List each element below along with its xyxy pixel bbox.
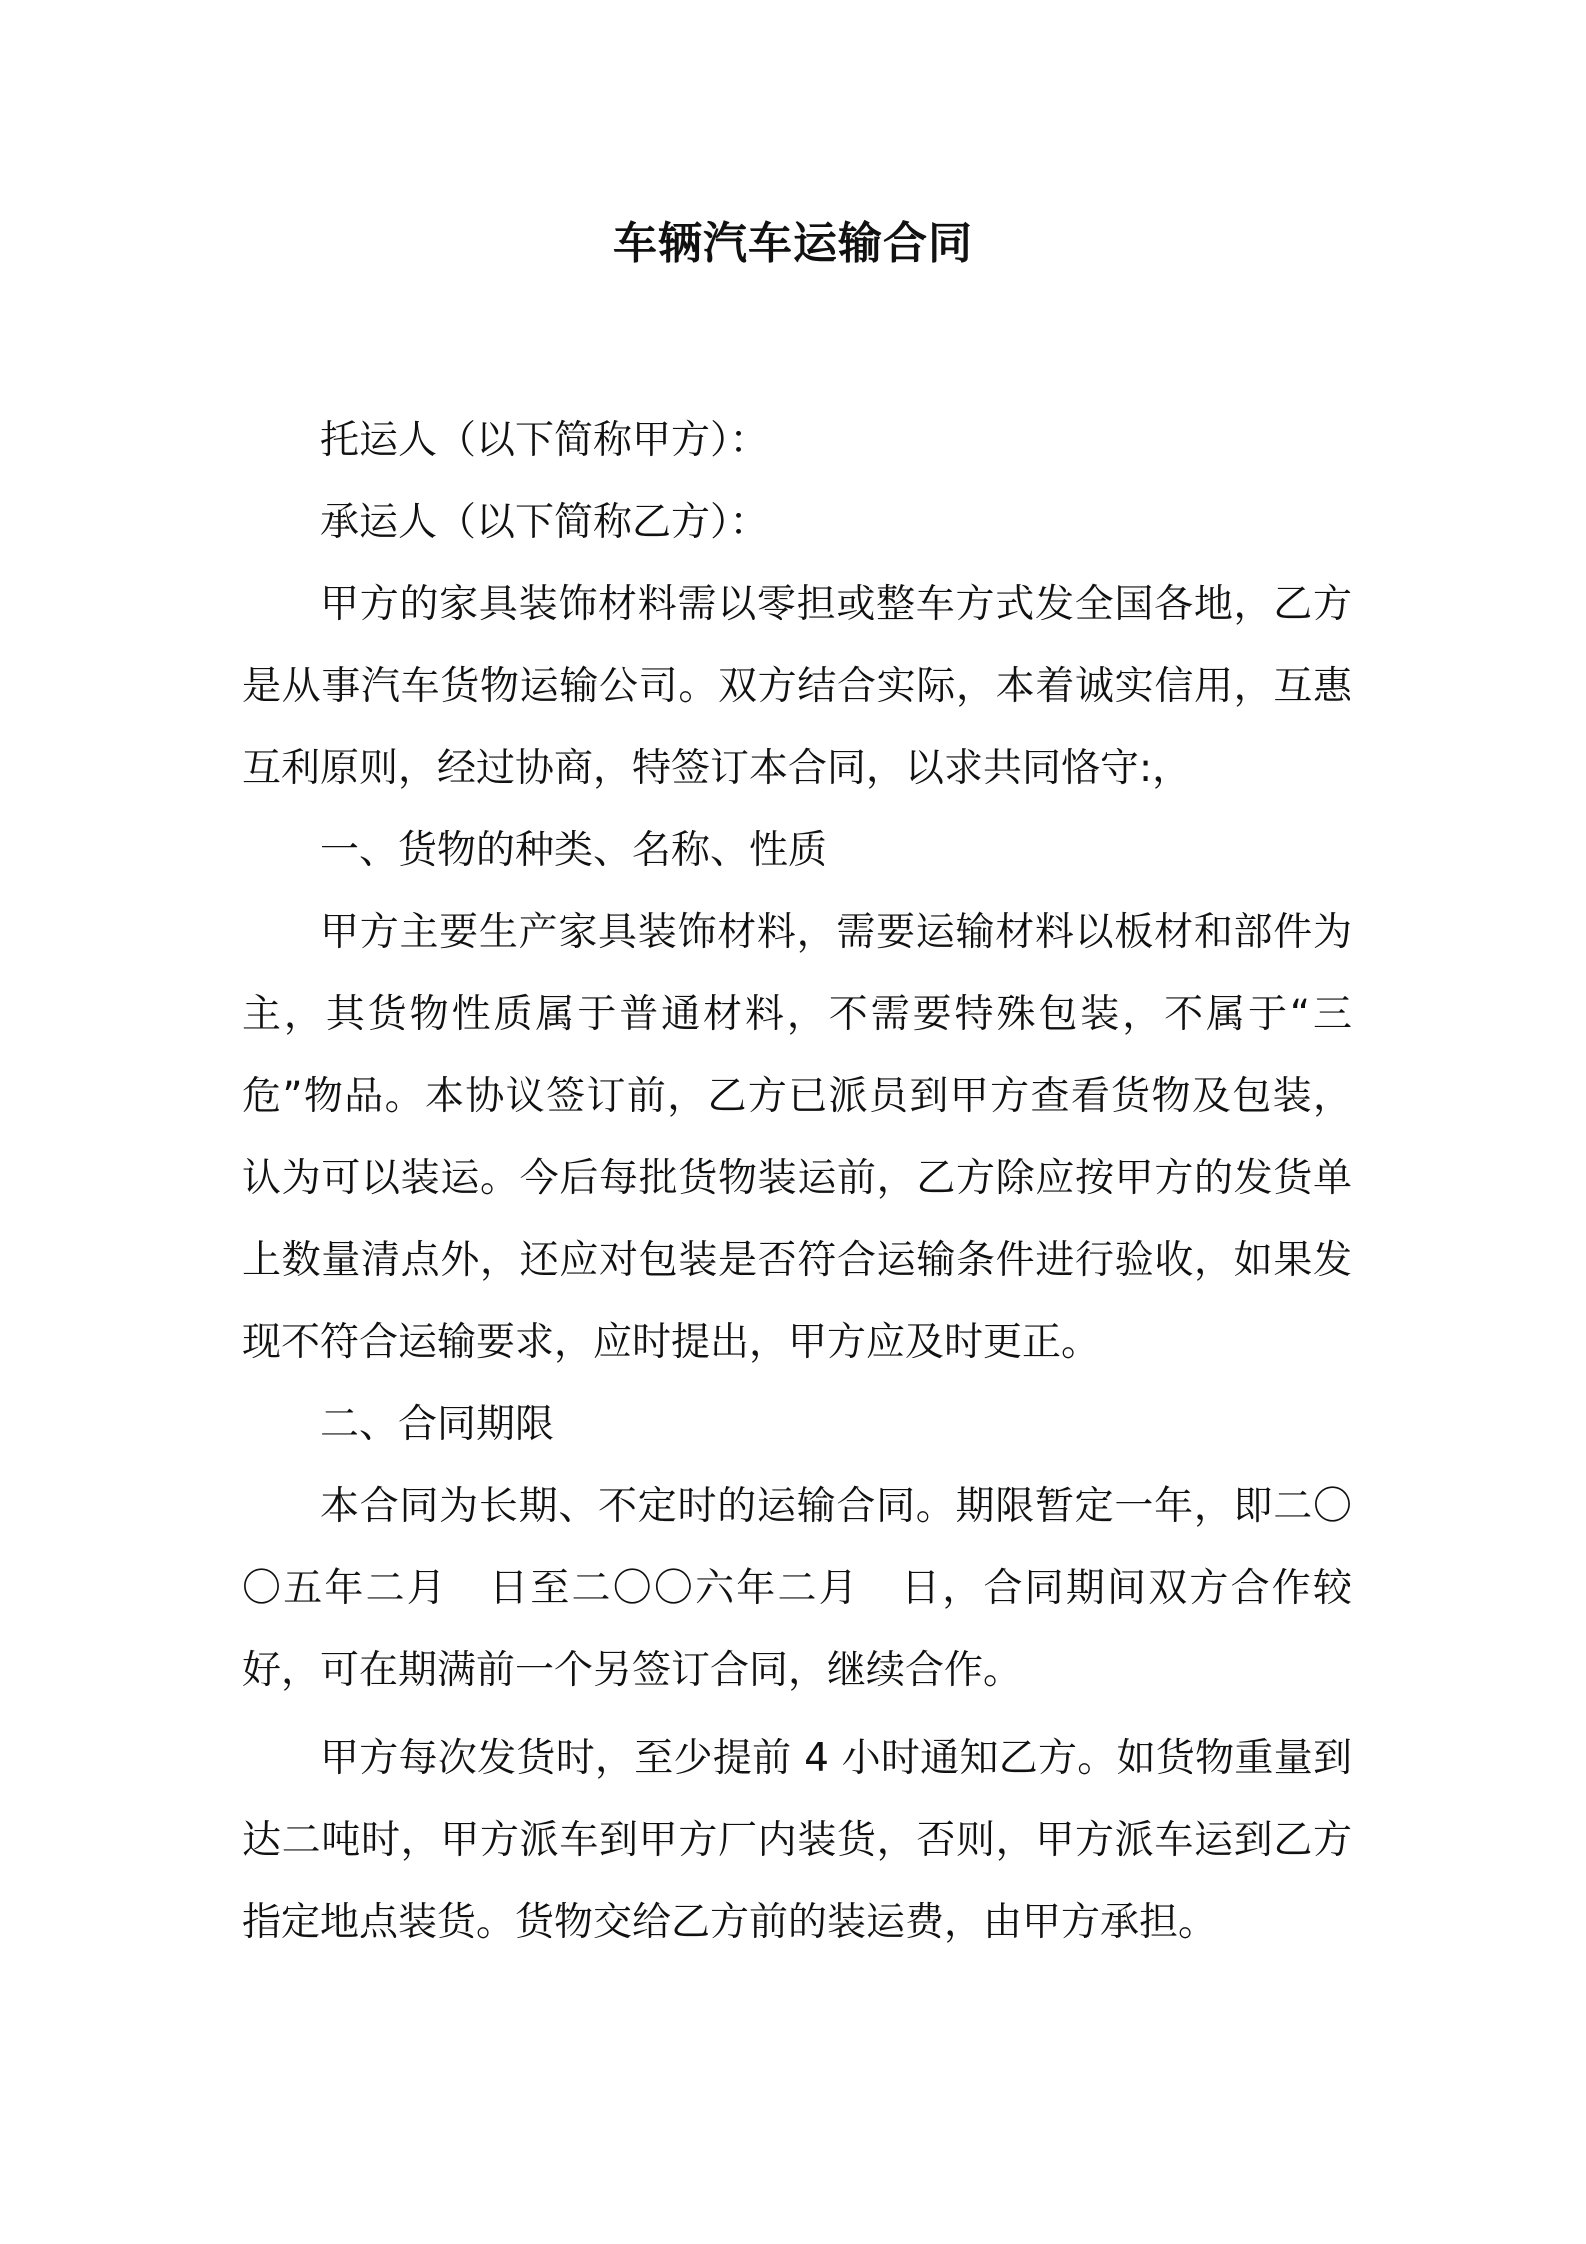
document-body [242, 400, 1352, 1964]
section-heading-goods: 一、货物的种类、名称、性质 [320, 828, 828, 873]
intro-paragraph: 甲方的家具装饰材料需以零担或整车方式发全国各地，乙方是从事汽车货物运输公司。双方结合实际，本着诚实信用，互惠互利原则，经过协商，特签订本合同，以求共同恪守:， [242, 582, 1352, 791]
section-heading-term: 二、合同期限 [320, 1402, 555, 1447]
carrier-line: 承运人（以下简称乙方）： [320, 500, 769, 545]
shipping-notice-paragraph: 甲方每次发货时，至少提前 4 小时通知乙方。如货物重量到达二吨时，甲方派车到甲方厂内装货，否则，甲方派车运到乙方指定地点装货。货物交给乙方前的装运费，由甲方承担。 [242, 1736, 1352, 1945]
consignor-line: 托运人（以下简称甲方）： [320, 418, 769, 463]
document-title: 车辆汽车运输合同 [613, 218, 973, 269]
term-paragraph: 本合同为长期、不定时的运输合同。期限暂定一年，即二〇〇五年二月 日至二〇〇六年二月 日，合同期间双方合作较好，可在期满前一个另签订合同，继续合作。 [242, 1484, 1352, 1693]
goods-paragraph: 甲方主要生产家具装饰材料，需要运输材料以板材和部件为主，其货物性质属于普通材料，不需要特殊包装，不属于“三危”物品。本协议签订前，乙方已派员到甲方查看货物及包装，认为可以装运。今后每批货物装运前，乙方除应按甲方的发货单上数量清点外，还应对包装是否符合运输条件进行验收，如果发现不符合运输要求，应时提出，甲方应及时更正。 [242, 910, 1352, 1365]
